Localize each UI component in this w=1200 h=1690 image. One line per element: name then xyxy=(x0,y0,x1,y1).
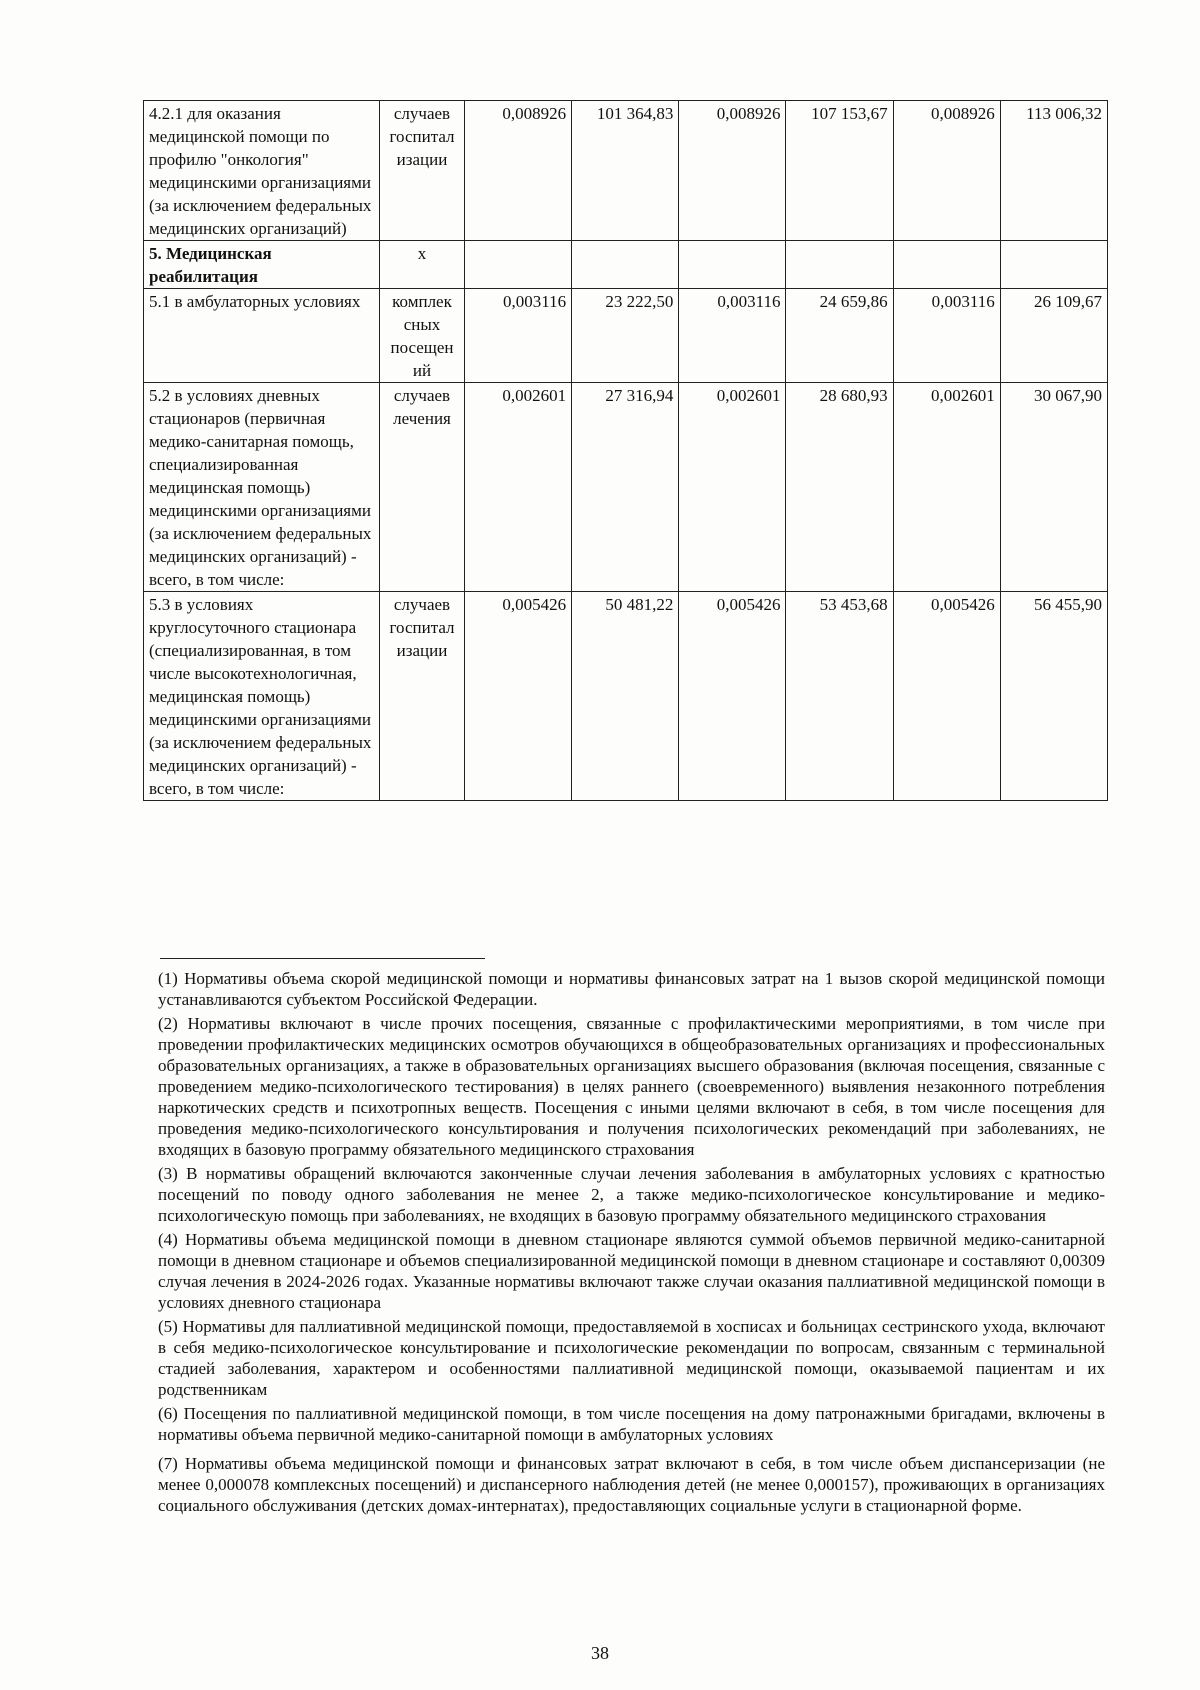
cell-value: 0,005426 xyxy=(893,592,1000,801)
row-unit: случаев лечения xyxy=(380,383,465,592)
cell-value xyxy=(893,241,1000,289)
footnote: (7) Нормативы объема медицинской помощи и финансовых затрат включают в себя, в том числе объем диспансеризации (не менее 0,000078 комплексных посещений) и диспансерного наблюдения детей (не менее 0,000157), проживающих в организациях социального обслуживания (детских домах-интернатах), предоставляющих социальные услуги в стационарной форме. xyxy=(158,1454,1105,1515)
cell-value: 0,005426 xyxy=(465,592,572,801)
cell-value: 0,008926 xyxy=(465,101,572,241)
cell-value: 0,003116 xyxy=(893,289,1000,383)
footnote: (3) В нормативы обращений включаются законченные случаи лечения заболевания в амбулаторных условиях с кратностью посещений по поводу одного заболевания не менее 2, а также медико-психологическое консультирование и медико-психологическую помощь при заболеваниях, не входящих в базовую программу обязательного медицинского страхования xyxy=(158,1164,1105,1225)
row-unit: комплек сных посещен ий xyxy=(380,289,465,383)
cell-value: 113 006,32 xyxy=(1000,101,1107,241)
footnote: (4) Нормативы объема медицинской помощи в дневном стационаре являются суммой объемов первичной медико-санитарной помощи в дневном стационаре и объемов специализированной медицинской помощи в дневном стационаре и составляют 0,00309 случая лечения в 2024-2026 годах. Указанные нормативы включают также случаи оказания паллиативной медицинской помощи в условиях дневного стационара xyxy=(158,1230,1105,1312)
table-row xyxy=(144,289,1108,383)
cell-value: 23 222,50 xyxy=(572,289,679,383)
cell-value: 30 067,90 xyxy=(1000,383,1107,592)
table-row xyxy=(144,383,1108,592)
cell-value xyxy=(1000,241,1107,289)
table-row xyxy=(144,241,1108,289)
row-unit: случаев госпитал изации xyxy=(380,101,465,241)
row-name: 5. Медицинская реабилитация xyxy=(144,241,380,289)
cell-value xyxy=(465,241,572,289)
footnote-separator xyxy=(160,958,485,959)
cell-value: 101 364,83 xyxy=(572,101,679,241)
cell-value: 0,008926 xyxy=(893,101,1000,241)
footnote: (6) Посещения по паллиативной медицинской помощи, в том числе посещения на дому патронажными бригадами, включены в нормативы объема первичной медико-санитарной помощи в амбулаторных условиях xyxy=(158,1404,1105,1444)
row-name: 4.2.1 для оказания медицинской помощи по профилю "онкология" медицинскими организациями (за исключением федеральных медицинских организаций) xyxy=(144,101,380,241)
row-unit: х xyxy=(380,241,465,289)
page-number: 38 xyxy=(591,1643,609,1663)
footnotes xyxy=(158,968,1105,1519)
cell-value: 53 453,68 xyxy=(786,592,893,801)
cell-value: 0,002601 xyxy=(679,383,786,592)
cell-value: 24 659,86 xyxy=(786,289,893,383)
norms-table xyxy=(143,100,1108,801)
cell-value: 107 153,67 xyxy=(786,101,893,241)
row-name: 5.2 в условиях дневных стационаров (первичная медико-санитарная помощь, специализированная медицинская помощь) медицинскими организациями (за исключением федеральных медицинских организаций) - всего, в том числе: xyxy=(144,383,380,592)
cell-value: 0,002601 xyxy=(893,383,1000,592)
cell-value: 0,002601 xyxy=(465,383,572,592)
table-row xyxy=(144,101,1108,241)
cell-value: 0,005426 xyxy=(679,592,786,801)
cell-value: 50 481,22 xyxy=(572,592,679,801)
cell-value: 0,008926 xyxy=(679,101,786,241)
cell-value: 26 109,67 xyxy=(1000,289,1107,383)
table-row xyxy=(144,592,1108,801)
row-name: 5.1 в амбулаторных условиях xyxy=(144,289,380,383)
cell-value: 0,003116 xyxy=(679,289,786,383)
cell-value: 27 316,94 xyxy=(572,383,679,592)
row-name: 5.3 в условиях круглосуточного стационара (специализированная, в том числе высокотехнологичная, медицинская помощь) медицинскими организациями (за исключением федеральных медицинских организаций) - всего, в том числе: xyxy=(144,592,380,801)
cell-value: 28 680,93 xyxy=(786,383,893,592)
footnote: (2) Нормативы включают в числе прочих посещения, связанные с профилактическими мероприятиями, в том числе при проведении профилактических медицинских осмотров обучающихся в общеобразовательных организациях и профессиональных образовательных организациях, а также в образовательных организациях высшего образования (включая посещения, связанные с проведением медико-психологического тестирования) в целях раннего (своевременного) выявления незаконного потребления наркотических средств и психотропных веществ. Посещения с иными целями включают в себя, в том числе посещения для проведения медико-психологического консультирования и получения психологических рекомендаций при заболеваниях, не входящих в базовую программу обязательного медицинского страхования xyxy=(158,1014,1105,1159)
cell-value: 0,003116 xyxy=(465,289,572,383)
footnote: (1) Нормативы объема скорой медицинской помощи и нормативы финансовых затрат на 1 вызов скорой медицинской помощи устанавливаются субъектом Российской Федерации. xyxy=(158,969,1105,1009)
cell-value xyxy=(679,241,786,289)
cell-value xyxy=(572,241,679,289)
cell-value xyxy=(786,241,893,289)
row-unit: случаев госпитал изации xyxy=(380,592,465,801)
cell-value: 56 455,90 xyxy=(1000,592,1107,801)
footnote: (5) Нормативы для паллиативной медицинской помощи, предоставляемой в хосписах и больницах сестринского ухода, включают в себя медико-психологическое консультирование и психологические рекомендации по вопросам, связанным с терминальной стадией заболевания, характером и особенностями паллиативной медицинской помощи, оказываемой пациентам и их родственникам xyxy=(158,1317,1105,1399)
